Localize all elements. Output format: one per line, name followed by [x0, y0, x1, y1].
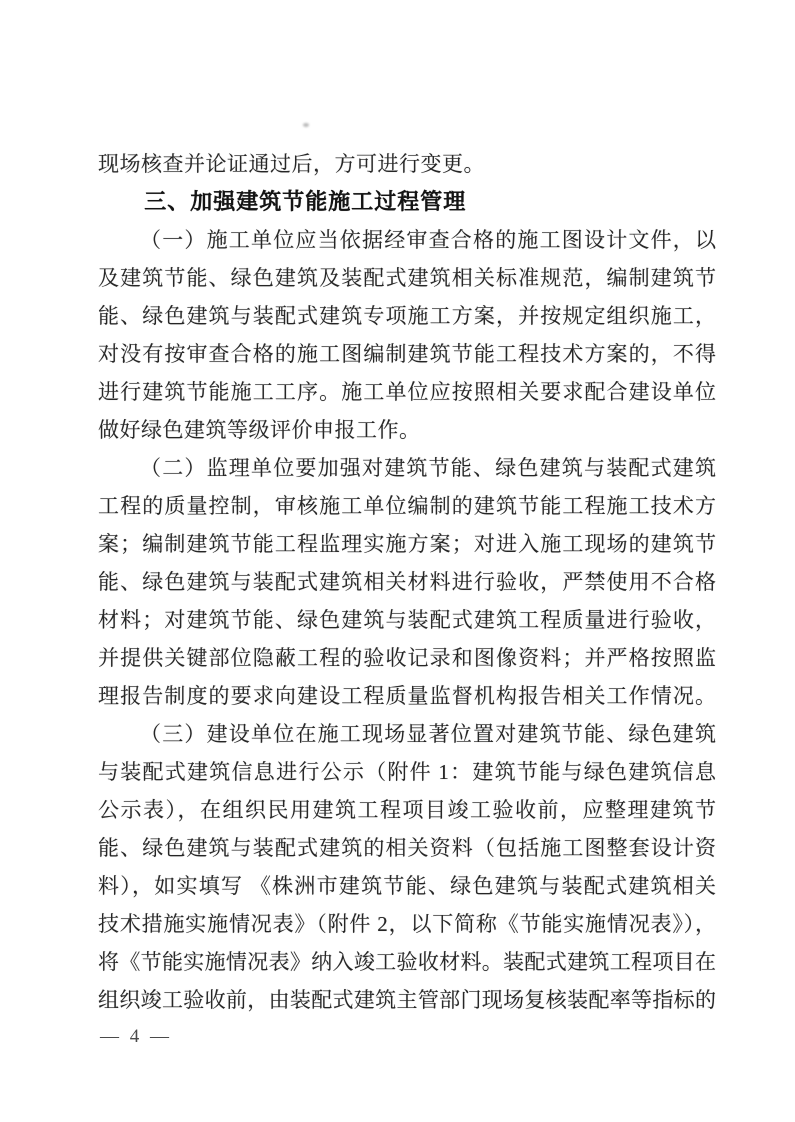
- text-line: 做好绿色建筑等级评价申报工作。: [98, 418, 421, 442]
- text-line: 理报告制度的要求向建设工程质量监督机构报告相关工作情况。: [98, 684, 716, 708]
- text-line: 对没有按审查合格的施工图编制建筑节能工程技术方案的，不得: [98, 342, 716, 366]
- text-line: 并提供关键部位隐蔽工程的验收记录和图像资料；并严格按照监: [98, 646, 716, 670]
- text-line: 与装配式建筑信息进行公示（附件 1：建筑节能与绿色建筑信息: [98, 760, 716, 784]
- text-line: 将《节能实施情况表》纳入竣工验收材料。装配式建筑工程项目在: [98, 950, 716, 974]
- text-line: 技术措施实施情况表》（附件 2，以下简称《节能实施情况表》），: [98, 912, 716, 936]
- text-line: 能、绿色建筑与装配式建筑相关材料进行验收，严禁使用不合格: [98, 570, 716, 594]
- section-heading: 三、加强建筑节能施工过程管理: [144, 189, 467, 214]
- text-line: 公示表），在组织民用建筑工程项目竣工验收前，应整理建筑节: [98, 798, 716, 822]
- text-line: 进行建筑节能施工工序。施工单位应按照相关要求配合建设单位: [98, 380, 716, 404]
- text-line: 材料；对建筑节能、绿色建筑与装配式建筑工程质量进行验收，: [98, 608, 716, 632]
- text-line: （二）监理单位要加强对建筑节能、绿色建筑与装配式建筑: [140, 456, 716, 480]
- document-body-text: [98, 145, 716, 1019]
- text-line: 及建筑节能、绿色建筑及装配式建筑相关标准规范，编制建筑节: [98, 266, 716, 290]
- text-line: （三）建设单位在施工现场显著位置对建筑节能、绿色建筑: [140, 722, 716, 746]
- text-line: 能、绿色建筑与装配式建筑的相关资料（包括施工图整套设计资: [98, 836, 716, 860]
- text-line: （一）施工单位应当依据经审查合格的施工图设计文件，以: [140, 228, 716, 252]
- page-number: — 4 —: [100, 1026, 172, 1047]
- text-line: 能、绿色建筑与装配式建筑专项施工方案，并按规定组织施工，: [98, 304, 716, 328]
- scan-artifact: [303, 123, 309, 127]
- text-line: 现场核查并论证通过后，方可进行变更。: [98, 152, 485, 176]
- text-line: 工程的质量控制，审核施工单位编制的建筑节能工程施工技术方: [98, 494, 716, 518]
- text-line: 案；编制建筑节能工程监理实施方案；对进入施工现场的建筑节: [98, 532, 716, 556]
- text-line: 组织竣工验收前，由装配式建筑主管部门现场复核装配率等指标的: [98, 988, 716, 1012]
- text-line: 料），如实填写 《株洲市建筑节能、绿色建筑与装配式建筑相关: [98, 874, 716, 898]
